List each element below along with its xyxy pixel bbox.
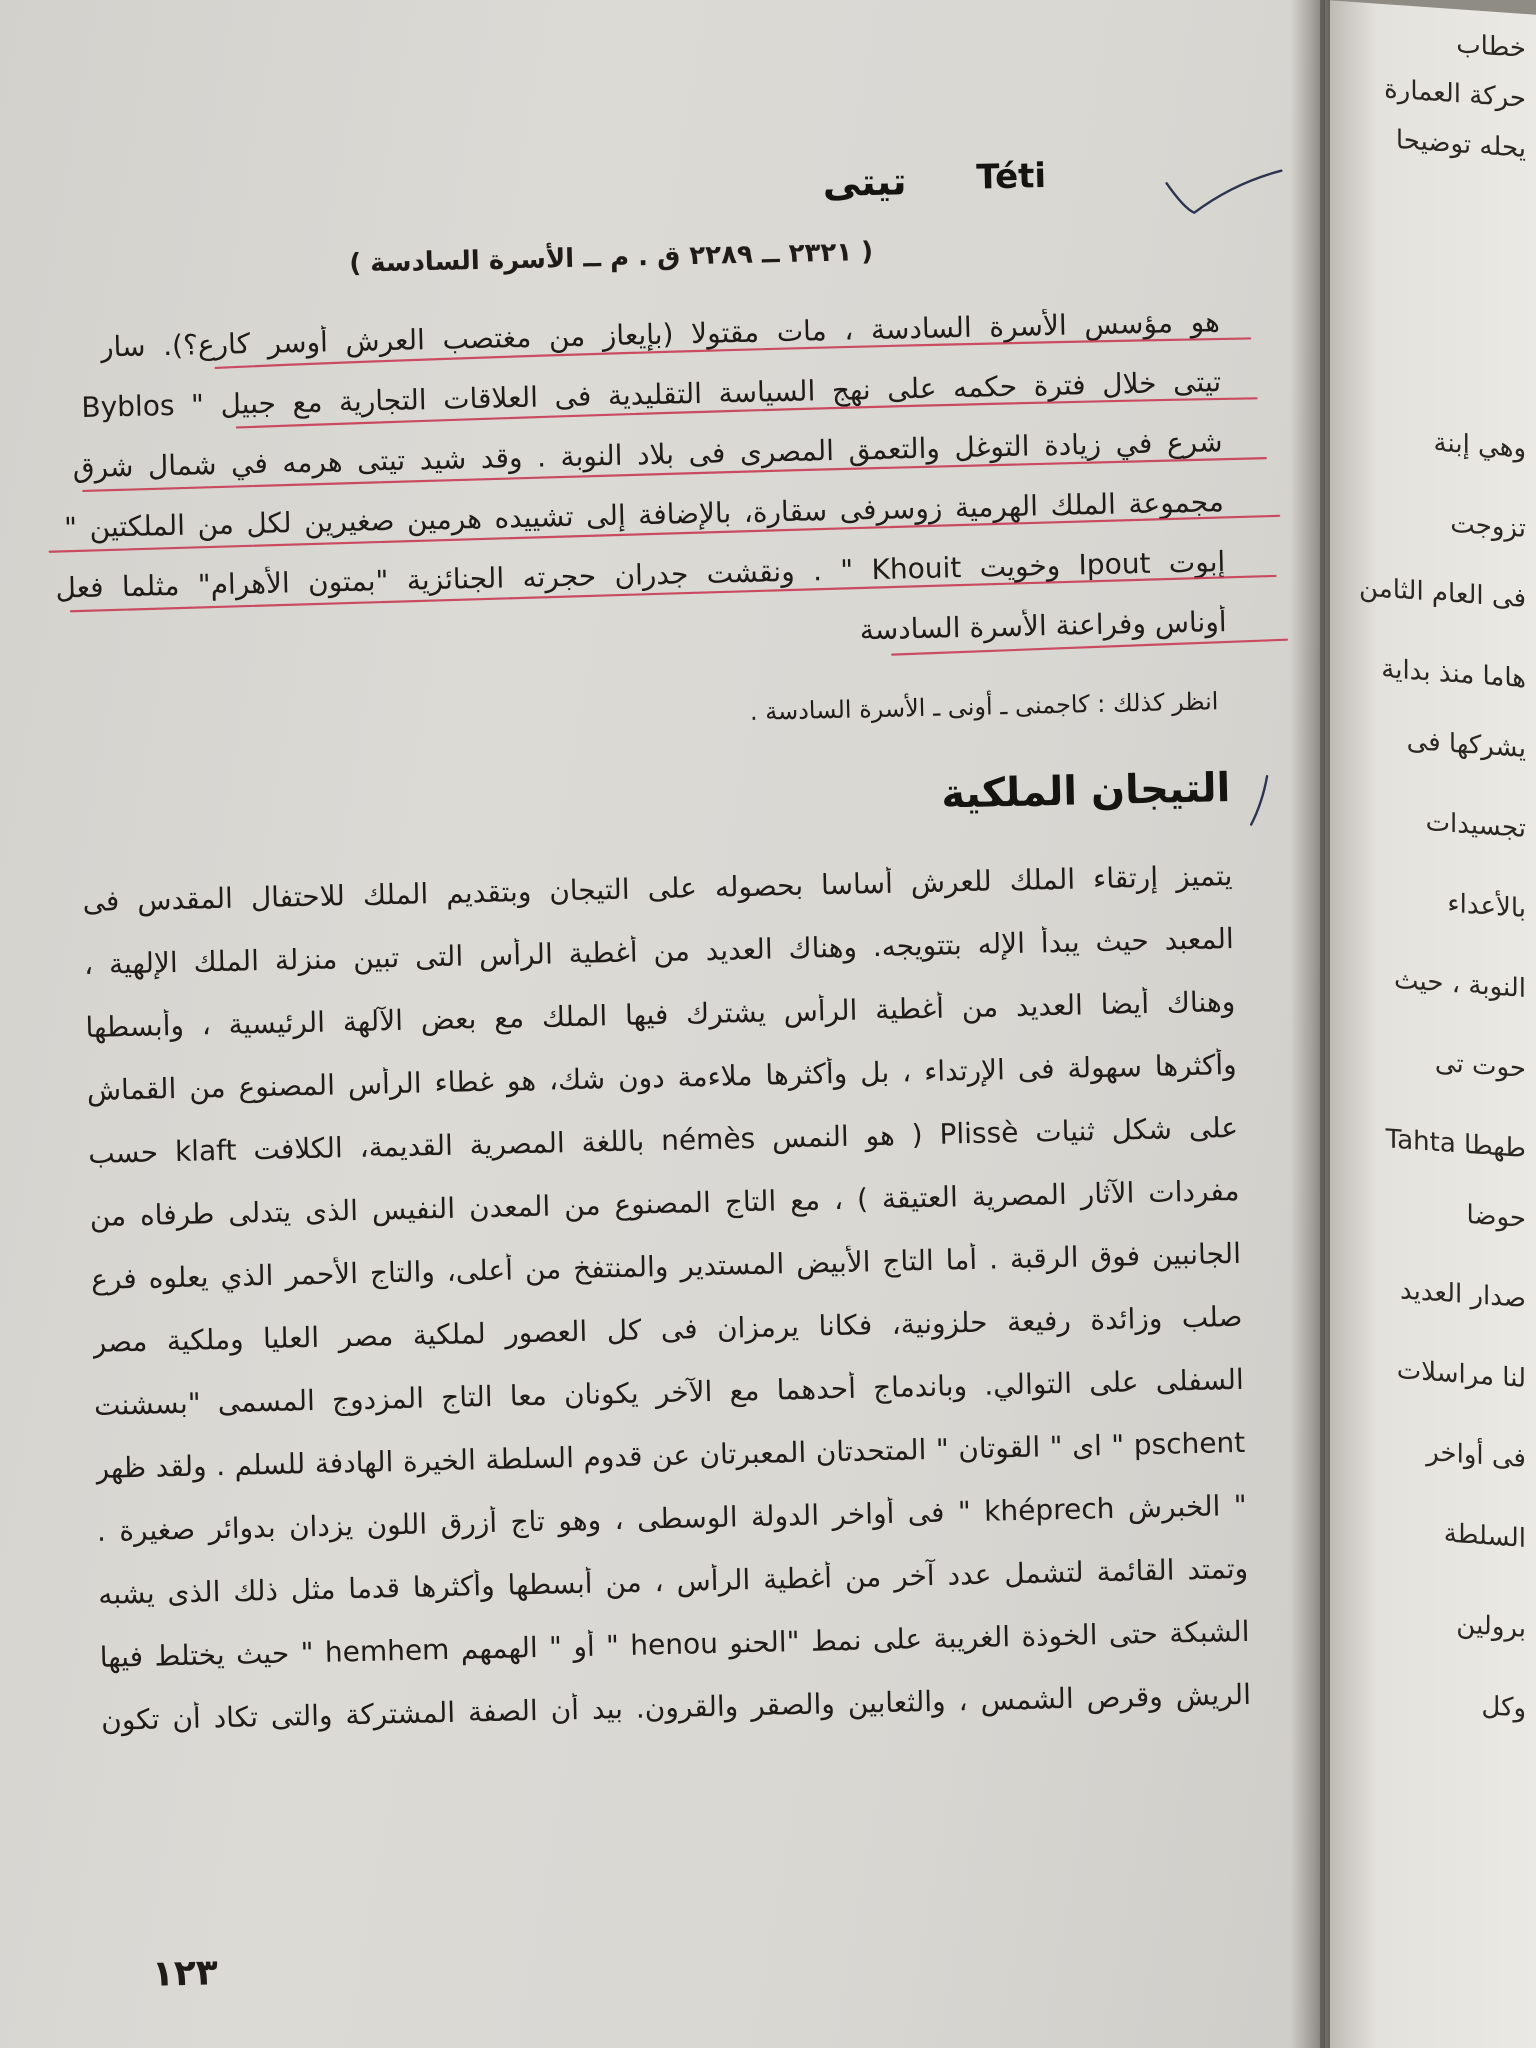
facing-line: طهطا Tahta: [1385, 1124, 1526, 1165]
pen-checkmarks: [1166, 171, 1296, 826]
facing-line: صدار العديد: [1400, 1275, 1526, 1315]
facing-line: حوضا: [1466, 1199, 1526, 1235]
entry-title-latin: Téti: [975, 156, 1047, 198]
facing-line: تجسيدات: [1425, 807, 1526, 845]
see-also: انظر كذلك : كاجمنى ـ أونى ـ الأسرة السادسة .: [749, 687, 1219, 726]
entry-line: أوناس وفراعنة الأسرة السادسة: [859, 605, 1227, 647]
section-line: الشبكة حتى الخوذة الغريبة على نمط "الحنو henou " أو " الهمهم hemhem " حيث يختلط فيها: [99, 1614, 1250, 1674]
entry-line: إبوت Ipout وخويت Khouit " . ونقشت جدران حجرته الجنائزية "بمتون الأهرام" مثلما فعل: [55, 545, 1226, 605]
facing-line: فى أواخر: [1426, 1437, 1526, 1475]
facing-line: بالأعداء: [1447, 888, 1526, 925]
section-line: الريش وقرص الشمس ، والثعابين والصقر والقرون. بيد أن الصفة المشتركة والتى تكاد أن تكون: [100, 1677, 1252, 1737]
entry-line: هو مؤسس الأسرة السادسة ، مات مقتولا (بإيعاز من مغتصب العرش أوسر كارع؟). سار: [99, 305, 1221, 364]
section-line: pschent " اى " القوتان " المتحدتان المعبرتان عن قدوم السلطة الخيرة الهادفة للسلم . ولقد ظهر: [95, 1425, 1246, 1485]
underline: [237, 398, 1257, 428]
section-line: وأكثرها سهولة فى الإرتداء ، بل وأكثرها ملاءمة دون شك، هو غطاء الرأس المصنوع من القماش: [86, 1047, 1237, 1108]
facing-line: يشركها فى: [1406, 725, 1526, 765]
section-line: السفلى على التوالي. وباندماج أحدهما مع الآخر يكونان معا التاج المزدوج المسمى "بسشنت: [93, 1362, 1245, 1422]
underline: [83, 458, 1266, 491]
section-line: صلب وزائدة رفيعة حلزونية، فكانا يرمزان فى كل العصور لملكية مصر العليا وملكية مصر: [92, 1299, 1243, 1359]
section-line: وهناك أيضا العديد من أغطية الرأس يشترك فيها الملك مع بعض الآلهة الرئيسية ، وأبسطها: [85, 984, 1236, 1045]
entry-line: تيتى خلال فترة حكمه على نهج السياسة التقليدية فى العلاقات التجارية مع جبيل " Byblos: [81, 365, 1222, 424]
facing-line: يحله توضيحا: [1395, 124, 1526, 165]
facing-line: السلطة: [1443, 1518, 1526, 1555]
page-number: ١٢٣: [151, 1952, 219, 1995]
facing-line: هاما منذ بداية: [1381, 653, 1526, 695]
section-line: " الخبرش khéprech " فى أواخر الدولة الوسطى ، وهو تاج أزرق اللون يزدان بدوائر صغيرة .: [96, 1488, 1247, 1548]
entry-dates: ( ٢٣٢١ ــ ٢٢٨٩ ق . م ــ الأسرة السادسة ): [348, 236, 874, 279]
facing-line: لنا مراسلات: [1396, 1355, 1526, 1395]
underline: [215, 338, 1250, 368]
entry-title-arabic: تيتى: [822, 159, 907, 206]
underline: [892, 640, 1287, 655]
entry-line: مجموعة الملك الهرمية زوسرفى سقارة، بالإضافة إلى تشييده هرمين صغيرين لكل من الملكتين ": [63, 485, 1225, 545]
facing-line: خطاب: [1456, 29, 1526, 65]
facing-line: برولين: [1456, 1609, 1526, 1645]
facing-line: حوت تى: [1434, 1047, 1526, 1085]
section-line: على شكل ثنيات Plissè ( هو النمس némès باللغة المصرية القديمة، الكلافت klaft حسب: [87, 1110, 1239, 1171]
facing-line: حركة العمارة: [1384, 74, 1526, 115]
section-line: الجانبين فوق الرقبة . أما التاج الأبيض المستدير والمنتفخ من أعلى، والتاج الأحمر الذي يعلوه فرع: [90, 1236, 1242, 1296]
facing-line: تزوجت: [1450, 508, 1526, 545]
section-line: مفردات الآثار المصرية العتيقة ) ، مع التاج المصنوع من المعدن النفيس الذى يتدلى طرفاه من: [89, 1173, 1240, 1233]
facing-line: وكل: [1481, 1690, 1526, 1725]
section-line: يتميز إرتقاء الملك للعرش أساسا بحصوله على التيجان وبتقديم الملك للاحتفال المقدس فى: [82, 858, 1233, 919]
check-mark: [1166, 171, 1282, 214]
facing-line: وهي إبنة: [1433, 427, 1526, 465]
check-mark: [1250, 776, 1268, 824]
red-underlines: [45, 337, 1287, 674]
facing-line: النوبة ، حيث: [1394, 964, 1526, 1005]
entry-line: شرع في زيادة التوغل والتعمق المصرى فى بلاد النوبة . وقد شيد تيتى هرمه في شمال شرق: [72, 425, 1223, 485]
facing-line: فى العام الثامن: [1359, 572, 1526, 615]
underline: [49, 516, 1279, 552]
section-line: وتمتد القائمة لتشمل عدد آخر من أغطية الرأس ، من أبسطها وأكثرها قدما مثل ذلك الذى يشبه: [97, 1551, 1249, 1611]
facing-page: [1325, 0, 1536, 2048]
section-heading: التيجان الملكية: [940, 765, 1231, 818]
underline: [71, 576, 1276, 611]
section-line: المعبد حيث يبدأ الإله بتتويجه. وهناك العديد من أغطية الرأس التى تبين منزلة الملك الإلهية ،: [83, 921, 1235, 982]
